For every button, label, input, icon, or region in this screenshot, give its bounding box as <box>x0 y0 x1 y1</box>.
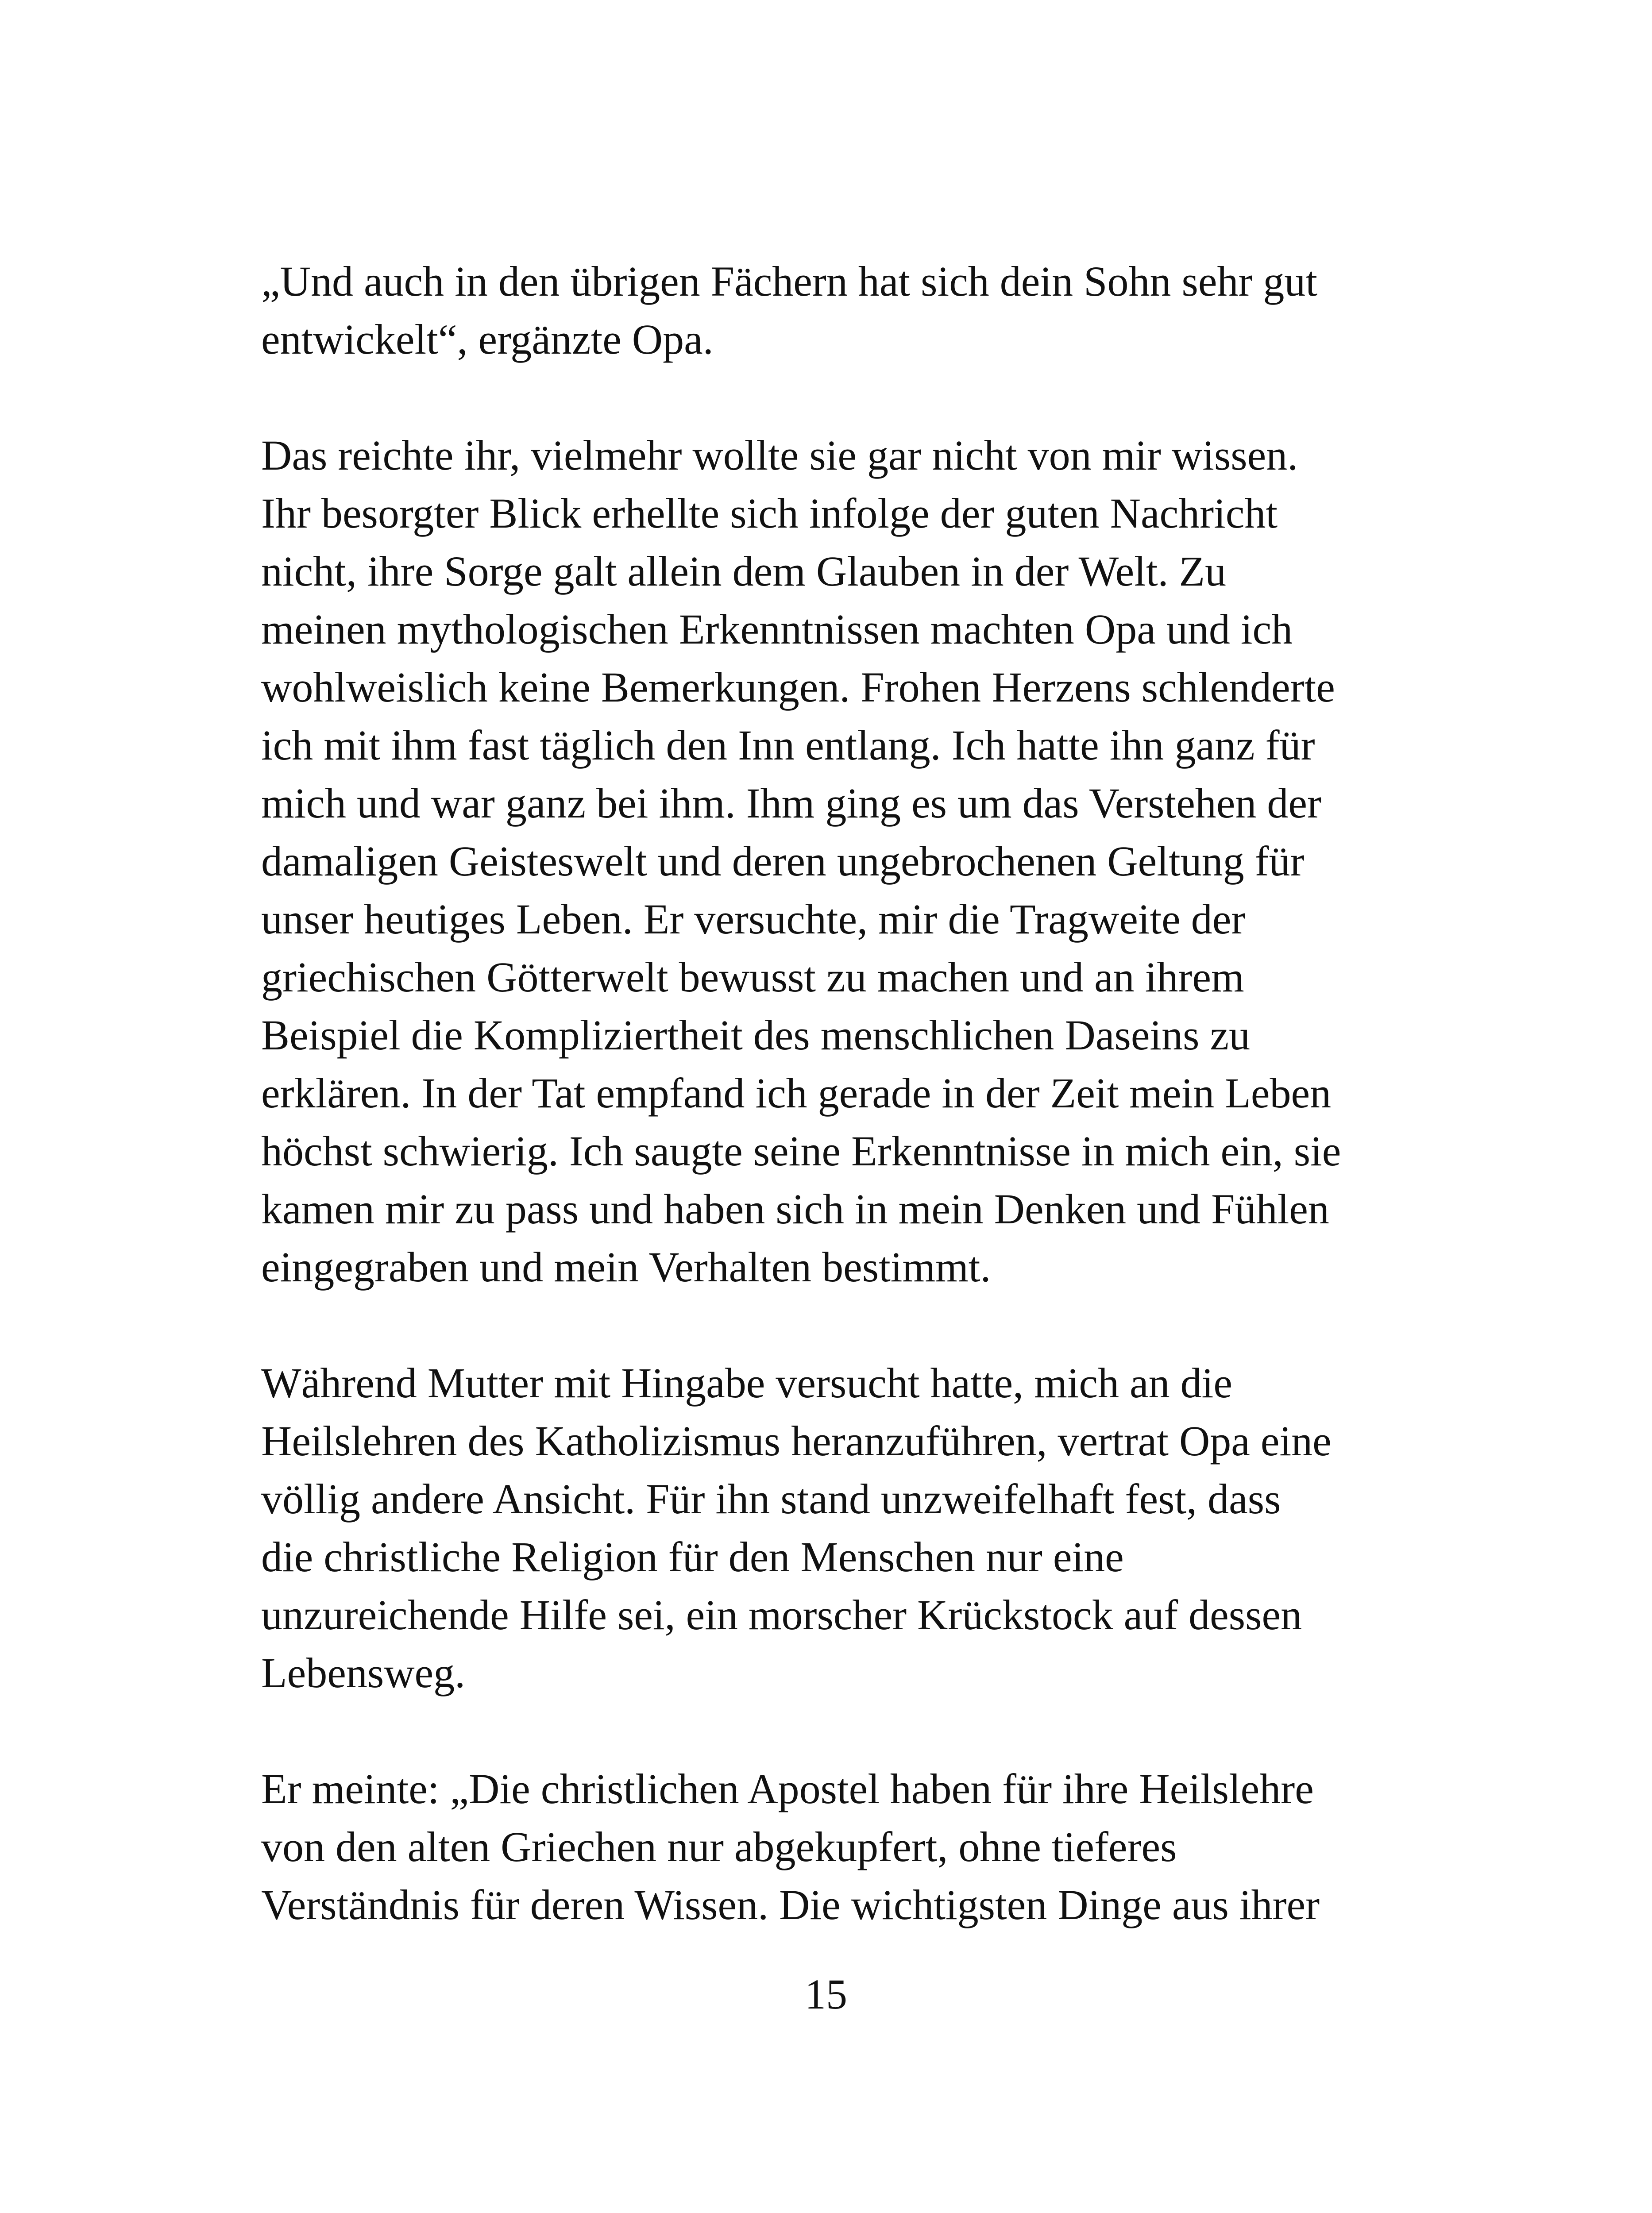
text-line: völlig andere Ansicht. Für ihn stand unzweifelhaft fest, dass <box>261 1475 1281 1523</box>
text-line: Ihr besorgter Blick erhellte sich infolge der guten Nachricht <box>261 490 1278 537</box>
text-line: kamen mir zu pass und haben sich in mein Denken und Fühlen <box>261 1185 1329 1233</box>
paragraph-2 <box>261 426 1412 1296</box>
text-line: griechischen Götterwelt bewusst zu machen und an ihrem <box>261 953 1244 1001</box>
text-line: Das reichte ihr, vielmehr wollte sie gar nicht von mir wissen. <box>261 432 1298 479</box>
text-line: Beispiel die Kompliziertheit des menschlichen Daseins zu <box>261 1011 1251 1059</box>
text-line: von den alten Griechen nur abgekupfert, ohne tieferes <box>261 1823 1177 1870</box>
text-line: wohlweislich keine Bemerkungen. Frohen Herzens schlenderte <box>261 663 1335 711</box>
paragraph-spacer <box>261 368 1412 426</box>
text-line: entwickelt“, ergänzte Opa. <box>261 316 714 363</box>
paragraph-spacer <box>261 1702 1412 1760</box>
paragraph-spacer <box>261 1296 1412 1354</box>
page-number: 15 <box>805 1970 847 2018</box>
body-text <box>261 252 1412 1934</box>
text-line: eingegraben und mein Verhalten bestimmt. <box>261 1243 991 1291</box>
text-line: erklären. In der Tat empfand ich gerade in der Zeit mein Leben <box>261 1069 1332 1117</box>
text-line: unzureichende Hilfe sei, ein morscher Krückstock auf dessen <box>261 1591 1302 1639</box>
text-line: damaligen Geisteswelt und deren ungebrochenen Geltung für <box>261 837 1305 885</box>
text-line: unser heutiges Leben. Er versuchte, mir die Tragweite der <box>261 895 1246 943</box>
text-line: mich und war ganz bei ihm. Ihm ging es um das Verstehen der <box>261 779 1321 827</box>
paragraph-1 <box>261 252 1412 368</box>
text-line: Lebensweg. <box>261 1649 466 1696</box>
text-line: Verständnis für deren Wissen. Die wichtigsten Dinge aus ihrer <box>261 1881 1320 1928</box>
text-line: „Und auch in den übrigen Fächern hat sich dein Sohn sehr gut <box>261 258 1318 305</box>
text-line: höchst schwierig. Ich saugte seine Erkenntnisse in mich ein, sie <box>261 1127 1341 1175</box>
text-line: die christliche Religion für den Menschen nur eine <box>261 1533 1124 1581</box>
text-line: Er meinte: „Die christlichen Apostel haben für ihre Heilslehre <box>261 1765 1314 1812</box>
text-line: meinen mythologischen Erkenntnissen machten Opa und ich <box>261 605 1293 653</box>
text-line: Während Mutter mit Hingabe versucht hatte, mich an die <box>261 1359 1232 1407</box>
paragraph-4 <box>261 1760 1412 1934</box>
text-line: ich mit ihm fast täglich den Inn entlang. Ich hatte ihn ganz für <box>261 721 1315 769</box>
text-line: Heilslehren des Katholizismus heranzuführen, vertrat Opa eine <box>261 1417 1332 1465</box>
text-line: nicht, ihre Sorge galt allein dem Glauben in der Welt. Zu <box>261 547 1227 595</box>
paragraph-3 <box>261 1354 1412 1702</box>
